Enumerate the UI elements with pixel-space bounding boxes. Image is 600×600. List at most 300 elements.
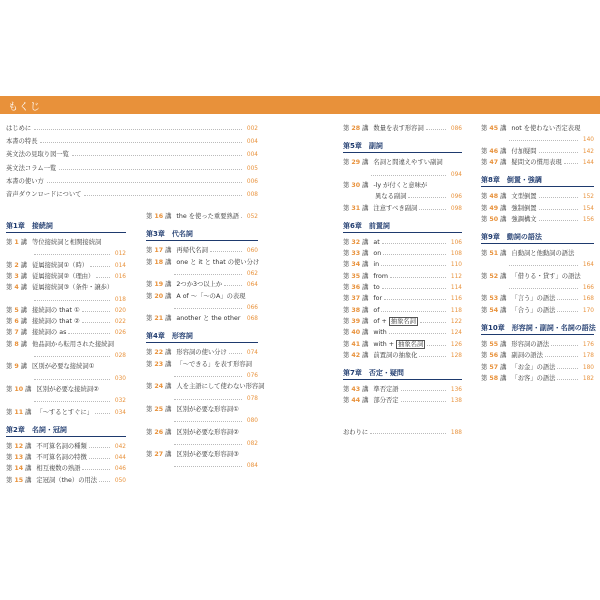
lecture-entry[interactable] [146, 314, 258, 324]
page-number: 046 [114, 466, 126, 473]
lecture-entry[interactable] [481, 340, 594, 350]
lecture-label: 第 1 講 等位接続詞と相関接続詞 [6, 239, 102, 246]
leader-dots [34, 356, 110, 357]
page-number: 156 [582, 216, 594, 223]
leader-dots [509, 265, 578, 266]
lecture-entry[interactable] [481, 124, 594, 134]
lecture-entry[interactable] [343, 306, 462, 316]
chapter-heading[interactable]: 第7章 否定・疑問 [343, 369, 404, 378]
leader-dots [509, 288, 578, 289]
lecture-label: 第 8 講 他品詞から転用された接続詞 [6, 340, 114, 348]
lecture-entry[interactable] [146, 360, 258, 370]
leader-dots [384, 299, 446, 300]
lecture-title: 強調構文 [511, 215, 537, 223]
lecture-label: 第 57 講 「お金」の語法 [481, 363, 556, 371]
lecture-entry[interactable] [6, 442, 126, 452]
lecture-label: 第 58 講 「お客」の語法 [481, 374, 556, 382]
page-continuation[interactable] [146, 371, 258, 381]
leader-dots [34, 300, 110, 301]
lecture-entry[interactable] [481, 351, 594, 361]
lecture-label: 第 18 講 one と it と that の使い分け [146, 258, 260, 266]
lecture-title: to [373, 284, 380, 291]
lecture-entry[interactable] [481, 306, 594, 316]
lecture-title: 副詞の語法 [511, 352, 543, 360]
lecture-entry[interactable] [146, 405, 258, 415]
chapter-underline [6, 436, 126, 437]
chapter-heading[interactable]: 第2章 名詞・冠詞 [6, 425, 67, 434]
lecture-entry[interactable] [481, 192, 594, 202]
lecture-entry[interactable] [6, 340, 126, 350]
toc-title: もくじ [8, 102, 41, 113]
lecture-entry[interactable] [146, 246, 258, 256]
boxed-term: 抽象名詞 [390, 317, 416, 325]
page-number: 082 [246, 440, 258, 447]
lecture-entry[interactable] [481, 374, 594, 384]
lecture-entry[interactable] [343, 294, 462, 304]
lecture-entry[interactable] [343, 124, 462, 134]
leader-dots [59, 169, 242, 170]
lecture-entry[interactable] [343, 351, 462, 361]
lecture-entry[interactable] [481, 249, 594, 259]
lecture-title: 従属接続詞②（理由） [32, 272, 95, 280]
page-number: 084 [246, 463, 258, 470]
page-number: 062 [246, 270, 258, 277]
lecture-label: 第 32 講 at [343, 238, 380, 246]
chapter-underline [343, 232, 462, 233]
lecture-label: 第 16 講 the を使った重要熟語 [146, 213, 240, 220]
lecture-entry[interactable] [343, 317, 462, 327]
page-number: 112 [450, 273, 462, 280]
leader-dots [371, 175, 446, 176]
page-continuation[interactable] [481, 260, 594, 270]
page-number: 006 [246, 178, 258, 185]
page-continuation[interactable] [6, 396, 126, 406]
lecture-label: 第 45 講 not を使わない否定表現 [481, 125, 581, 132]
leader-dots [381, 311, 446, 312]
page-number: 096 [450, 194, 462, 201]
page-continuation[interactable] [146, 269, 258, 279]
lecture-label: 第 20 講 A of ～「～のA」の表現 [146, 292, 246, 300]
lecture-title: 形容詞の語法 [511, 340, 550, 348]
page-number: 176 [582, 341, 594, 348]
page-number: 032 [114, 398, 126, 405]
leader-dots [381, 265, 446, 266]
lecture-entry[interactable] [146, 258, 258, 268]
leader-dots [89, 458, 110, 459]
page-number: 128 [450, 352, 462, 359]
page-number: 118 [450, 307, 462, 314]
lecture-label: 第 22 講 形容詞の使い分け [146, 349, 227, 357]
leader-dots [40, 142, 242, 143]
chapter-heading[interactable]: 第3章 代名詞 [146, 230, 193, 239]
lecture-label: 第 14 講 相互複数の熟語 [6, 465, 81, 473]
leader-dots [224, 285, 242, 286]
leader-dots [174, 421, 242, 422]
leader-dots [96, 277, 110, 278]
chapter-underline [481, 186, 594, 187]
lecture-entry[interactable] [146, 292, 258, 302]
lecture-label: 第 17 講 再帰代名詞 [146, 247, 208, 255]
leader-dots [95, 413, 110, 414]
lecture-entry[interactable] [343, 249, 462, 259]
lecture-entry[interactable] [481, 215, 594, 225]
lecture-entry[interactable] [343, 328, 462, 338]
page-number: 022 [114, 319, 126, 326]
front-matter-item[interactable] [6, 164, 258, 174]
lecture-title: -ly が付くと意味が [373, 181, 428, 189]
leader-dots [383, 254, 446, 255]
lecture-title: 再帰代名詞 [176, 247, 208, 255]
chapter-heading[interactable]: 第9章 動詞の語法 [481, 233, 542, 242]
lecture-title: 数量を表す形容詞 [373, 125, 424, 132]
page-number: 042 [114, 443, 126, 450]
page-number: 126 [450, 341, 462, 348]
lecture-entry[interactable] [146, 280, 258, 290]
lecture-label: 第 36 講 to [343, 284, 380, 291]
lecture-label: 第 40 講 with [343, 329, 387, 337]
leader-dots [382, 243, 446, 244]
page-continuation[interactable] [146, 303, 258, 313]
leader-dots [557, 299, 578, 300]
leader-dots [72, 155, 242, 156]
lecture-label: 第 25 講 区別が必要な形容詞① [146, 405, 239, 413]
lecture-label: 第 29 講 名詞と間違えやすい副詞 [343, 159, 443, 167]
lecture-label: 第 27 講 区別が必要な形容詞③ [146, 451, 239, 459]
leader-dots [82, 322, 110, 323]
lecture-title: 等位接続詞と相関接続詞 [32, 239, 102, 246]
lecture-entry[interactable] [146, 212, 258, 222]
lecture-entry[interactable] [481, 147, 594, 157]
lecture-title: 前置詞の抽象化 [373, 351, 418, 359]
leader-dots [34, 379, 110, 380]
lecture-title: 従属接続詞①（時） [32, 261, 89, 269]
leader-dots [82, 469, 110, 470]
lecture-label: 第 48 講 文型倒置 [481, 193, 537, 201]
lecture-title: for [373, 295, 383, 303]
lecture-title: another と the other [176, 315, 241, 323]
page-continuation[interactable] [6, 374, 126, 384]
page-number: 068 [246, 316, 258, 323]
leader-dots [47, 182, 242, 183]
lecture-label: 第 13 講 不可算名詞の特徴 [6, 454, 87, 462]
lecture-entry[interactable] [146, 450, 258, 460]
page-number: 170 [582, 307, 594, 314]
chapter-heading[interactable]: 第1章 接続詞 [6, 222, 53, 230]
lecture-title: 区別が必要な形容詞② [176, 428, 239, 436]
page-continuation[interactable] [146, 394, 258, 404]
front-matter-label: 本書の使い方 [6, 177, 44, 185]
chapter-heading[interactable]: 第4章 形容詞 [146, 332, 193, 341]
lecture-label: 第 28 講 数量を表す形容詞 [343, 125, 424, 132]
front-matter-item[interactable] [6, 124, 258, 134]
lecture-entry[interactable] [481, 158, 594, 168]
chapter-underline [146, 240, 258, 241]
page-continuation[interactable] [6, 295, 126, 305]
lecture-entry[interactable] [146, 348, 258, 358]
lecture-label: 第 21 講 another と the other [146, 315, 241, 323]
chapter-underline [343, 152, 462, 153]
lecture-title-continuation[interactable] [343, 192, 462, 202]
lecture-label: 第 9 講 区別が必要な接続詞① [6, 363, 95, 371]
lecture-title: of [373, 306, 380, 314]
leader-dots [390, 277, 446, 278]
page-number: 188 [450, 429, 462, 436]
lecture-title: 不可算名詞の特徴 [36, 454, 87, 462]
chapter-heading[interactable]: 第6章 前置詞 [343, 221, 390, 230]
page-number: 178 [582, 353, 594, 360]
lecture-entry[interactable] [6, 362, 126, 372]
page-number: 182 [582, 375, 594, 382]
front-matter-label: 英文法の見取り図一覧 [6, 151, 69, 159]
page-number: 034 [114, 409, 126, 416]
page-number: 152 [582, 194, 594, 201]
lecture-title: 異なる副詞 [375, 193, 407, 201]
lecture-entry[interactable] [343, 181, 462, 191]
lecture-label: 第 2 講 従属接続詞①（時） [6, 261, 89, 269]
page-continuation[interactable] [146, 461, 258, 471]
lecture-title: 2つか3つ以上か [176, 281, 223, 289]
lecture-title: 部分否定 [373, 397, 399, 405]
lecture-entry[interactable] [6, 261, 126, 271]
page-number: 008 [246, 192, 258, 198]
lecture-title: of + [373, 317, 387, 325]
lecture-entry[interactable] [146, 428, 258, 438]
lecture-label: 第 38 講 of [343, 306, 380, 314]
lecture-label: 第 41 講 with + 抽象名詞 [343, 340, 424, 348]
front-matter-item[interactable] [6, 137, 258, 147]
page-continuation[interactable] [146, 416, 258, 426]
leader-dots [539, 209, 578, 210]
lecture-entry[interactable] [6, 306, 126, 316]
lecture-label: 第 30 講 -ly が付くと意味が [343, 181, 428, 189]
chapter-underline [481, 243, 594, 244]
page-number: 074 [246, 350, 258, 357]
front-matter-item[interactable] [6, 190, 258, 200]
lecture-title: 準否定語 [373, 386, 399, 394]
leader-dots [557, 311, 578, 312]
lecture-title: 不可算名詞の種類 [36, 442, 87, 450]
leader-dots [382, 288, 446, 289]
lecture-title: 「～できる」を表す形容詞 [176, 360, 252, 368]
page-number: 004 [246, 152, 258, 159]
lecture-entry[interactable] [343, 260, 462, 270]
lecture-title: 強制倒置 [511, 204, 537, 212]
lecture-entry[interactable] [6, 328, 126, 338]
lecture-entry[interactable] [6, 464, 126, 474]
lecture-entry[interactable] [6, 408, 126, 418]
lecture-entry[interactable] [6, 272, 126, 282]
lecture-title: 従属接続詞③（条件・譲歩） [32, 284, 114, 292]
lecture-title: 区別が必要な形容詞① [176, 405, 239, 413]
lecture-label: 第 37 講 for [343, 295, 383, 303]
lecture-entry[interactable] [343, 204, 462, 214]
lecture-label: 第 11 講 「～するとすぐに」 [6, 408, 94, 416]
lecture-title: with [373, 329, 387, 337]
page-number: 144 [582, 159, 594, 166]
page-number: 064 [246, 282, 258, 289]
leader-dots [370, 433, 446, 434]
lecture-label: 第 55 講 形容詞の語法 [481, 340, 550, 348]
lecture-title: 「合う」の語法 [511, 306, 556, 314]
lecture-title: 自動詞と他動詞の語法 [511, 250, 575, 258]
page-number: 136 [450, 387, 462, 394]
lecture-label: 第 31 講 注意すべき副詞 [343, 204, 418, 212]
page-continuation[interactable] [6, 249, 126, 259]
leader-dots [509, 140, 578, 141]
page-number: 142 [582, 148, 594, 155]
lecture-label: 第 44 講 部分否定 [343, 397, 399, 405]
leader-dots [539, 220, 578, 221]
page-number: 138 [450, 398, 462, 405]
lecture-entry[interactable] [6, 283, 126, 293]
lecture-label: 第 7 講 接続詞の as [6, 329, 67, 337]
chapter-heading[interactable]: 第5章 副詞 [343, 142, 383, 151]
page-number: 076 [246, 373, 258, 379]
lecture-label: 第 47 講 疑問文の慣用表現 [481, 158, 562, 166]
page-number: 140 [582, 137, 594, 144]
page-number: 108 [450, 251, 462, 258]
page-number: 004 [246, 139, 258, 146]
page-number: 124 [450, 330, 462, 337]
page-continuation[interactable] [146, 439, 258, 449]
lecture-entry[interactable] [481, 363, 594, 373]
leader-dots [90, 266, 110, 267]
lecture-entry[interactable] [343, 158, 462, 168]
lecture-title: 「言う」の語法 [511, 295, 556, 303]
front-matter-label: 英文法コラム一覧 [6, 164, 57, 172]
lecture-label: 第 52 講 「借りる・貸す」の語法 [481, 272, 581, 280]
lecture-label: 第 53 講 「言う」の語法 [481, 295, 556, 303]
lecture-title: 他品詞から転用された接続詞 [32, 340, 114, 348]
lecture-entry[interactable] [6, 476, 126, 486]
lecture-title: at [373, 238, 380, 246]
page-number: 050 [114, 477, 126, 484]
front-matter-label: はじめに [6, 125, 32, 132]
lecture-entry[interactable] [343, 272, 462, 282]
lecture-label: 第 10 講 区別が必要な接続詞② [6, 385, 99, 393]
lecture-entry[interactable] [343, 283, 462, 293]
page-number: 078 [246, 395, 258, 402]
leader-dots [174, 444, 242, 445]
front-matter-item[interactable] [6, 177, 258, 187]
leader-dots [174, 376, 242, 377]
lecture-entry[interactable] [343, 340, 462, 350]
front-matter-label: 音声ダウンロードについて [6, 191, 82, 198]
lecture-label: 第 33 講 on [343, 250, 382, 258]
lecture-title: with + [373, 340, 395, 348]
lecture-title: 接続詞の that ① [32, 306, 80, 314]
lecture-title: 形容詞の使い分け [176, 349, 227, 357]
leader-dots [408, 197, 446, 198]
page-continuation[interactable] [6, 351, 126, 361]
page-number: 122 [450, 318, 462, 325]
page-number: 028 [114, 353, 126, 359]
leader-dots [551, 345, 578, 346]
lecture-label: 第 3 講 従属接続詞②（理由） [6, 272, 95, 280]
page-number: 014 [114, 262, 126, 269]
leader-dots [229, 353, 242, 354]
leader-dots [34, 254, 110, 255]
front-matter-item[interactable] [6, 150, 258, 160]
leader-dots [539, 197, 578, 198]
leader-dots [174, 308, 242, 309]
lecture-label: 第 12 講 不可算名詞の種類 [6, 442, 87, 450]
leader-dots [419, 209, 446, 210]
lecture-entry[interactable] [6, 453, 126, 463]
leader-dots [427, 345, 446, 346]
leader-dots [241, 217, 242, 218]
page-number: 098 [450, 205, 462, 212]
lecture-label: 第 26 講 区別が必要な形容詞② [146, 428, 239, 436]
lecture-title: 疑問文の慣用表現 [511, 158, 562, 166]
page-continuation[interactable] [481, 135, 594, 145]
closing-item[interactable] [343, 428, 462, 438]
lecture-title: on [373, 250, 382, 258]
page-number: 018 [114, 296, 126, 303]
lecture-label: 第 54 講 「合う」の語法 [481, 306, 556, 314]
lecture-label: 第 43 講 準否定語 [343, 386, 399, 394]
page-number: 110 [450, 262, 462, 269]
leader-dots [545, 356, 578, 357]
page-number: 166 [582, 285, 594, 291]
lecture-entry[interactable] [6, 238, 126, 248]
page-number: 106 [450, 239, 462, 246]
leader-dots [557, 379, 578, 380]
page-number: 154 [582, 205, 594, 212]
lecture-title: 区別が必要な接続詞① [32, 363, 95, 371]
page-continuation[interactable] [481, 283, 594, 293]
lecture-title: 名詞と間違えやすい副詞 [373, 159, 443, 167]
page-number: 080 [246, 418, 258, 425]
lecture-entry[interactable] [481, 204, 594, 214]
chapter-heading[interactable]: 第8章 倒置・強調 [481, 176, 542, 185]
leader-dots [557, 368, 578, 369]
lecture-title: 相互複数の熟語 [36, 465, 81, 473]
lecture-label: 第 23 講 「～できる」を表す形容詞 [146, 360, 252, 368]
leader-dots [99, 481, 110, 482]
lecture-title: 付加疑問 [511, 147, 537, 155]
lecture-entry[interactable] [146, 382, 265, 392]
lecture-label: 第 34 講 in [343, 261, 380, 269]
leader-dots [401, 390, 446, 391]
chapter-underline [6, 232, 126, 233]
chapter-underline [481, 334, 594, 335]
lecture-label: 第 56 講 副詞の語法 [481, 352, 543, 360]
leader-dots [401, 401, 446, 402]
page-number: 016 [114, 273, 126, 280]
lecture-label: 第 39 講 of + 抽象名詞 [343, 317, 416, 325]
lecture-label: 第 35 講 from [343, 272, 389, 280]
chapter-underline [146, 342, 258, 343]
lecture-entry[interactable] [481, 272, 594, 282]
page-number: 066 [246, 304, 258, 311]
lecture-entry[interactable] [343, 238, 462, 248]
lecture-entry[interactable] [343, 385, 462, 395]
lecture-entry[interactable] [481, 294, 594, 304]
page-continuation[interactable] [343, 170, 462, 180]
page-number: 044 [114, 455, 126, 462]
lecture-title: 人を主語にして使わない形容詞 [176, 383, 265, 391]
chapter-heading[interactable]: 第10章 形容詞・副詞・名詞の語法 [481, 323, 596, 332]
lecture-entry[interactable] [6, 385, 126, 395]
lecture-entry[interactable] [343, 396, 462, 406]
page-number: 168 [582, 296, 594, 303]
lecture-title: 接続詞の that ② [32, 318, 80, 326]
leader-dots [389, 333, 446, 334]
lecture-entry[interactable] [6, 317, 126, 327]
leader-dots [420, 322, 446, 323]
leader-dots [426, 129, 446, 130]
